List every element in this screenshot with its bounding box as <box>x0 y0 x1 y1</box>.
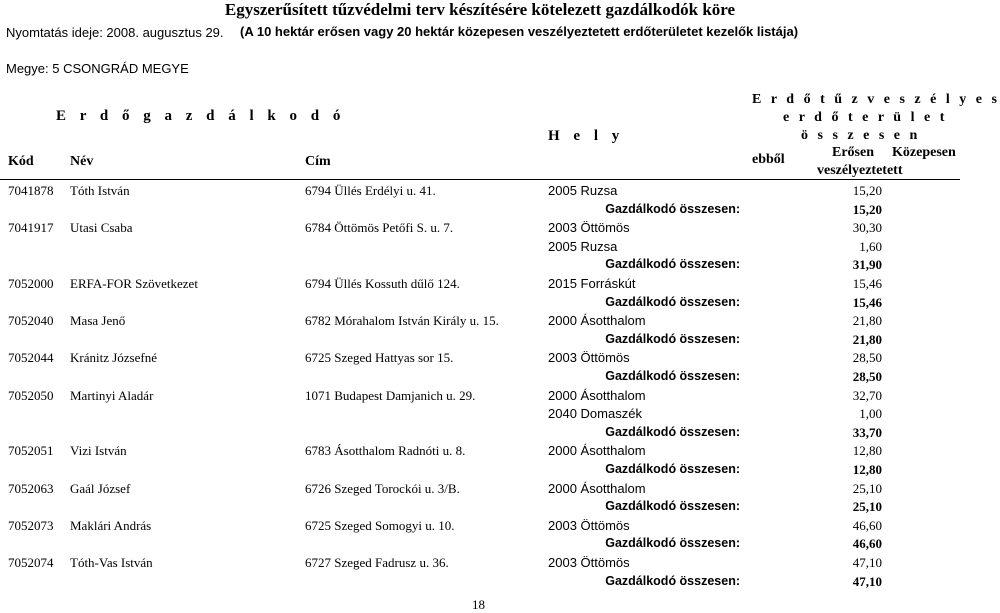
row-code: 7052040 <box>8 313 54 329</box>
row-location-value: 15,20 <box>852 183 882 198</box>
row-total-value: 12,80 <box>852 462 882 477</box>
row-address: 6727 Szeged Fadrusz u. 36. <box>305 555 449 570</box>
row-location: 2003 Öttömös <box>548 555 630 570</box>
row-name: Martinyi Aladár <box>70 387 154 403</box>
header-group-fire-area-line3: ö s s z e s e n <box>801 128 921 143</box>
row-location-value: 47,10 <box>852 555 882 570</box>
row-location-value: 25,10 <box>852 480 882 496</box>
row-total-value: 33,70 <box>852 424 882 440</box>
row-total-value: 25,10 <box>852 499 882 515</box>
row-address: 6726 Szeged Torockói u. 3/B. <box>305 480 460 496</box>
row-location-value: 12,80 <box>852 443 882 459</box>
row-name: Vizi István <box>70 443 127 459</box>
row-location-value: 1,00 <box>859 406 882 422</box>
row-code: 7041878 <box>8 183 54 198</box>
row-location-value: 32,70 <box>852 387 882 403</box>
row-location: 2003 Öttömös <box>548 517 630 533</box>
row-location: 2005 Ruzsa <box>548 238 618 254</box>
row-location-value: 46,60 <box>852 517 882 533</box>
row-address: 6784 Öttömös Petőfi S. u. 7. <box>305 220 454 236</box>
row-name: Tóth István <box>70 183 130 198</box>
row-address: 6782 Mórahalom István Király u. 15. <box>305 313 499 329</box>
row-code: 7052063 <box>8 480 54 496</box>
row-location-value: 21,80 <box>852 313 882 329</box>
row-code: 7052044 <box>8 350 54 366</box>
row-total-label: Gazdálkodó összesen: <box>605 294 740 309</box>
row-total-label: Gazdálkodó összesen: <box>605 201 740 216</box>
header-col-of-which: ebből <box>752 152 785 167</box>
page-number: 18 <box>472 597 485 612</box>
row-code: 7052074 <box>8 555 54 570</box>
row-location-value: 30,30 <box>852 220 882 236</box>
row-location: 2000 Ásotthalom <box>548 387 646 403</box>
row-name: Maklári András <box>70 517 152 533</box>
header-group-fire-area-line1: E r d ő t ű z v e s z é l y e s <box>752 92 1000 107</box>
row-location: 2000 Ásotthalom <box>548 480 646 496</box>
row-location: 2005 Ruzsa <box>548 183 618 198</box>
row-name: Tóth-Vas István <box>70 555 153 570</box>
row-total-value: 21,80 <box>852 331 882 347</box>
row-location-value: 1,60 <box>859 238 882 254</box>
header-col-strong: Erősen <box>832 145 874 160</box>
row-total-label: Gazdálkodó összesen: <box>605 331 740 346</box>
row-name: Masa Jenő <box>70 313 126 329</box>
row-total-label: Gazdálkodó összesen: <box>605 536 740 551</box>
row-total-value: 15,20 <box>852 201 882 217</box>
page-subtitle: (A 10 hektár erősen vagy 20 hektár közepesen veszélyeztetett erdőterületet kezelők listája) <box>240 24 799 39</box>
row-location: 2003 Öttömös <box>548 220 630 236</box>
row-code: 7041917 <box>8 220 54 236</box>
row-address: 6783 Ásotthalom Radnóti u. 8. <box>305 443 466 459</box>
row-total-value: 28,50 <box>852 369 882 384</box>
header-col-medium: Közepesen <box>892 145 956 160</box>
row-total-label: Gazdálkodó összesen: <box>605 424 740 439</box>
row-code: 7052000 <box>8 276 54 291</box>
row-address: 6725 Szeged Somogyi u. 10. <box>305 517 455 533</box>
row-total-label: Gazdálkodó összesen: <box>605 257 740 272</box>
row-address: 6725 Szeged Hattyas sor 15. <box>305 350 454 366</box>
row-total-label: Gazdálkodó összesen: <box>605 573 740 588</box>
county-label: Megye: 5 CSONGRÁD MEGYE <box>6 61 189 76</box>
row-address: 6794 Üllés Erdélyi u. 41. <box>305 183 436 198</box>
header-divider <box>0 179 960 180</box>
row-address: 1071 Budapest Damjanich u. 29. <box>305 387 476 403</box>
page-title: Egyszerűsített tűzvédelmi terv készítésére kötelezett gazdálkodók köre <box>224 0 736 19</box>
print-date: Nyomtatás ideje: 2008. augusztus 29. <box>6 25 224 40</box>
row-total-value: 15,46 <box>852 294 882 310</box>
header-col-code: Kód <box>8 154 34 169</box>
row-name: ERFA-FOR Szövetkezet <box>70 276 198 291</box>
header-col-endangered: veszélyeztetett <box>817 163 903 178</box>
header-place: H e l y <box>548 128 625 144</box>
row-code: 7052051 <box>8 443 54 459</box>
header-col-address: Cím <box>305 154 331 169</box>
row-location: 2000 Ásotthalom <box>548 443 646 459</box>
row-total-label: Gazdálkodó összesen: <box>605 462 740 476</box>
row-name: Utasi Csaba <box>70 220 133 236</box>
row-code: 7052073 <box>8 517 54 533</box>
header-group-forest-manager: E r d ő g a z d á l k o d ó <box>56 108 346 124</box>
row-total-value: 47,10 <box>852 573 882 589</box>
row-location: 2003 Öttömös <box>548 350 630 366</box>
header-group-fire-area-line2: e r d ő t e r ü l e t <box>783 110 948 125</box>
row-location-value: 15,46 <box>852 276 882 291</box>
row-total-label: Gazdálkodó összesen: <box>605 499 740 514</box>
row-total-value: 46,60 <box>852 536 882 552</box>
row-location: 2040 Domaszék <box>548 406 642 422</box>
row-name: Gaál József <box>70 480 131 496</box>
row-code: 7052050 <box>8 387 54 403</box>
row-total-value: 31,90 <box>852 257 882 273</box>
row-address: 6794 Üllés Kossuth dűlő 124. <box>305 276 460 291</box>
header-col-name: Név <box>70 154 94 169</box>
row-name: Kránitz Józsefné <box>70 350 157 366</box>
row-total-label: Gazdálkodó összesen: <box>605 369 740 383</box>
row-location: 2015 Forráskút <box>548 276 636 291</box>
row-location-value: 28,50 <box>852 350 882 366</box>
row-location: 2000 Ásotthalom <box>548 313 646 329</box>
